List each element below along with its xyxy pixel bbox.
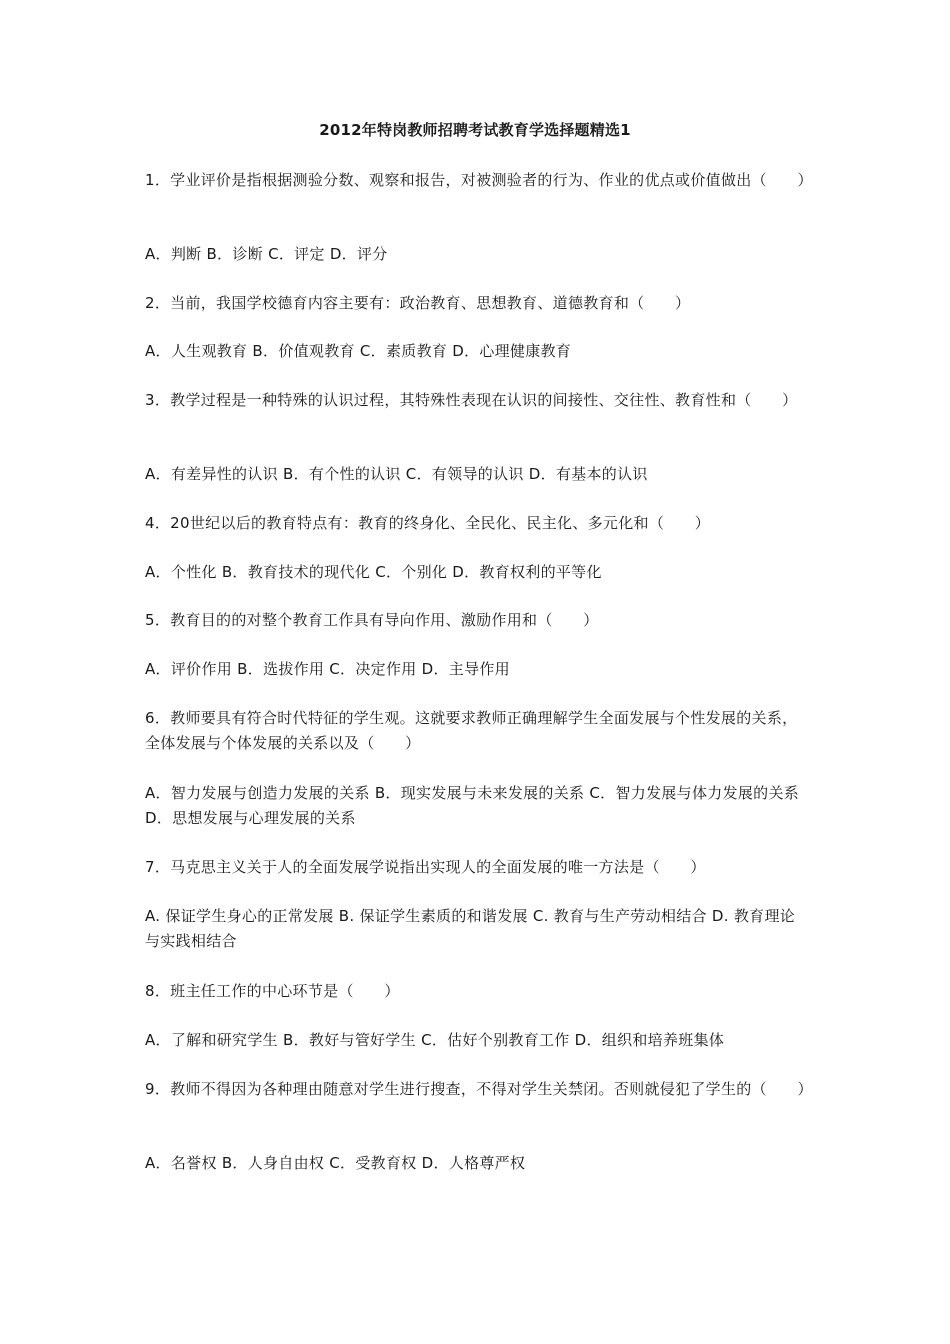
question-2: 2．当前，我国学校德育内容主要有：政治教育、思想教育、道德教育和（ ）	[145, 294, 691, 312]
options-7: A. 保证学生身心的正常发展 B. 保证学生素质的和谐发展 C. 教育与生产劳动相结合 D. 教育理论与实践相结合	[145, 907, 796, 950]
question-3: 3．教学过程是一种特殊的认识过程，其特殊性表现在认识的间接性、交往性、教育性和（ ）	[145, 391, 798, 409]
question-6: 6．教师要具有符合时代特征的学生观。这就要求教师正确理解学生全面发展与个性发展的关系，全体发展与个体发展的关系以及（ ）	[145, 709, 798, 752]
question-7: 7．马克思主义关于人的全面发展学说指出实现人的全面发展的唯一方法是（ ）	[145, 858, 706, 876]
question-4: 4．20世纪以后的教育特点有：教育的终身化、全民化、民主化、多元化和（ ）	[145, 514, 711, 532]
document-title: 2012年特岗教师招聘考试教育学选择题精选1	[319, 121, 631, 139]
options-4: A．个性化 B．教育技术的现代化 C．个别化 D．教育权利的平等化	[145, 563, 602, 581]
options-3: A．有差异性的认识 B．有个性的认识 C．有领导的认识 D．有基本的认识	[145, 465, 648, 483]
question-5: 5．教育目的的对整个教育工作具有导向作用、激励作用和（ ）	[145, 611, 599, 629]
options-1: A．判断 B．诊断 C．评定 D．评分	[145, 245, 388, 263]
options-9: A．名誉权 B．人身自由权 C．受教育权 D．人格尊严权	[145, 1154, 526, 1172]
question-1: 1．学业评价是指根据测验分数、观察和报告，对被测验者的行为、作业的优点或价值做出（ ）	[145, 171, 813, 189]
options-8: A．了解和研究学生 B．教好与管好学生 C．估好个别教育工作 D．组织和培养班集体	[145, 1031, 725, 1049]
options-2: A．人生观教育 B．价值观教育 C．素质教育 D．心理健康教育	[145, 342, 572, 360]
question-8: 8．班主任工作的中心环节是（ ）	[145, 982, 400, 1000]
options-6: A．智力发展与创造力发展的关系 B．现实发展与未来发展的关系 C．智力发展与体力发展的关系 D．思想发展与心理发展的关系	[145, 784, 800, 827]
options-5: A．评价作用 B．选拔作用 C．决定作用 D．主导作用	[145, 660, 510, 678]
question-9: 9．教师不得因为各种理由随意对学生进行搜查，不得对学生关禁闭。否则就侵犯了学生的（ ）	[145, 1080, 813, 1098]
